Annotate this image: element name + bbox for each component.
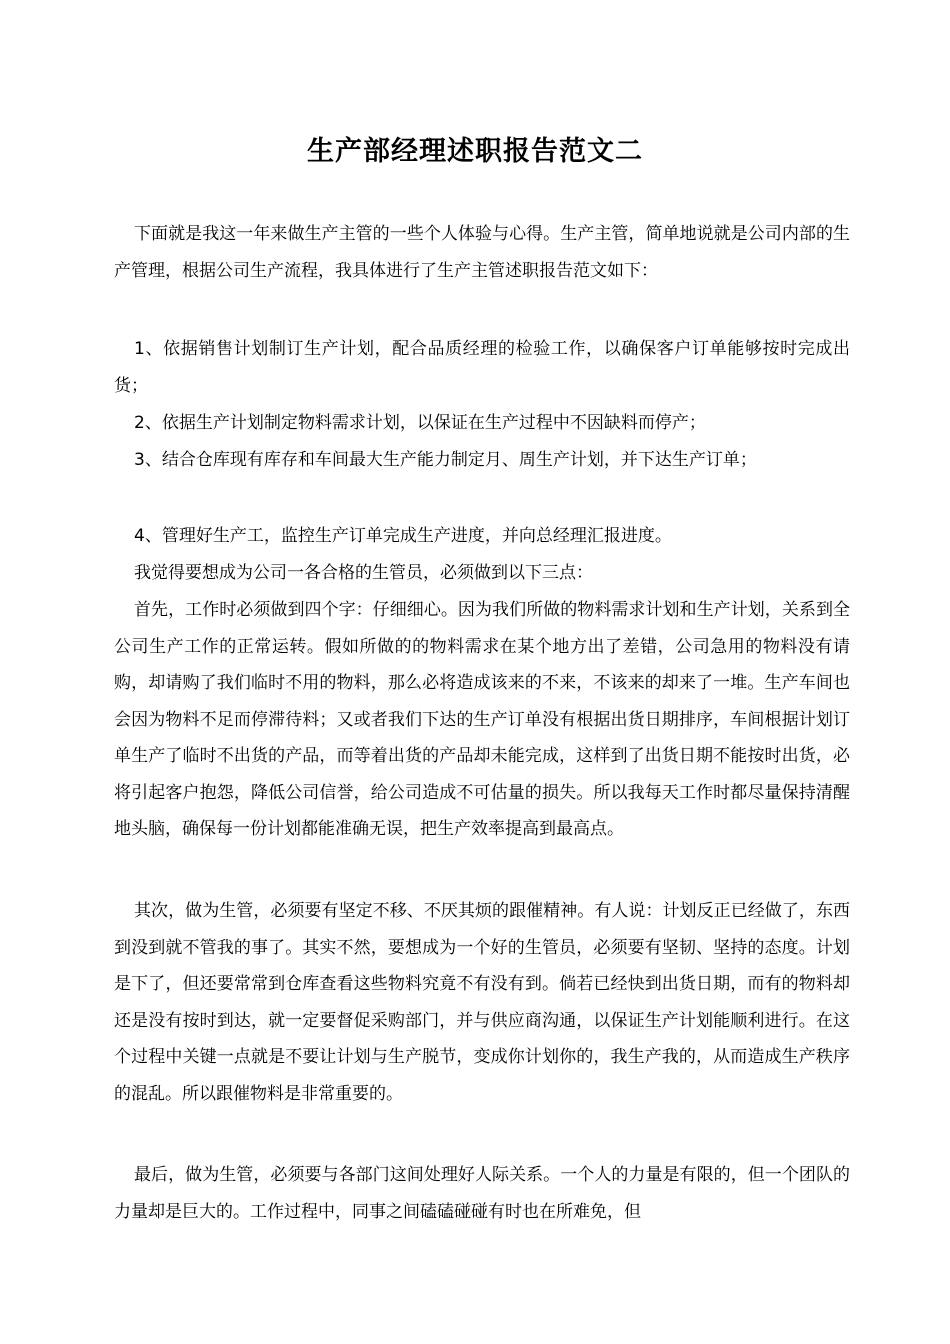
paragraph-item-4: 4、管理好生产工，监控生产订单完成生产进度，并向总经理汇报进度。 bbox=[134, 526, 672, 546]
document-title: 生产部经理述职报告范文二 bbox=[307, 136, 643, 167]
paragraph-item-1: 1、依据销售计划制订生产计划，配合品质经理的检验工作，以确保客户订单能够按时完成出货； bbox=[114, 339, 850, 396]
paragraph-last-point: 最后，做为生管，必须要与各部门这间处理好人际关系。一个人的力量是有限的，但一个团队的力量却是巨大的。工作过程中，同事之间磕磕碰碰有时也在所难免，但 bbox=[114, 1165, 850, 1222]
paragraph-item-3: 3、结合仓库现有库存和车间最大生产能力制定月、周生产计划，并下达生产订单； bbox=[134, 450, 757, 470]
paragraph-intro: 下面就是我这一年来做生产主管的一些个人体验与心得。生产主管，简单地说就是公司内部的生产管理，根据公司生产流程，我具体进行了生产主管述职报告范文如下： bbox=[114, 224, 850, 281]
paragraph-second-point: 其次，做为生管，必须要有坚定不移、不厌其烦的跟催精神。有人说：计划反正已经做了，东西到没到就不管我的事了。其实不然，要想成为一个好的生管员，必须要有坚韧、坚持的态度。计划是下了，但还要常常到仓库查看这些物料究竟不有没有到。倘若已经快到出货日期，而有的物料却还是没有按时到达，就一定要督促采购部门，并与供应商沟通，以保证生产计划能顺利进行。在这个过程中关键一点就是不要让计划与生产脱节，变成你计划你的，我生产我的，从而造成生产秩序的混乱。所以跟催物料是非常重要的。 bbox=[114, 901, 850, 1104]
paragraph-item-2: 2、依据生产计划制定物料需求计划，以保证在生产过程中不因缺料而停产； bbox=[134, 413, 706, 433]
paragraph-three-points: 我觉得要想成为公司一各合格的生管员，必须做到以下三点： bbox=[134, 563, 593, 583]
paragraph-first-point: 首先，工作时必须做到四个字：仔细细心。因为我们所做的物料需求计划和生产计划，关系到全公司生产工作的正常运转。假如所做的的物料需求在某个地方出了差错，公司急用的物料没有请购，却请购了我们临时不用的物料，那么必将造成该来的不来，不该来的却来了一堆。生产车间也会因为物料不足而停滞待料；又或者我们下达的生产订单没有根据出货日期排序，车间根据计划订单生产了临时不出货的产品，而等着出货的产品却未能完成，这样到了出货日期不能按时出货，必将引起客户抱怨，降低公司信誉，给公司造成不可估量的损失。所以我每天工作时都尽量保持清醒地头脑，确保每一份计划都能准确无误，把生产效率提高到最高点。 bbox=[114, 600, 850, 839]
